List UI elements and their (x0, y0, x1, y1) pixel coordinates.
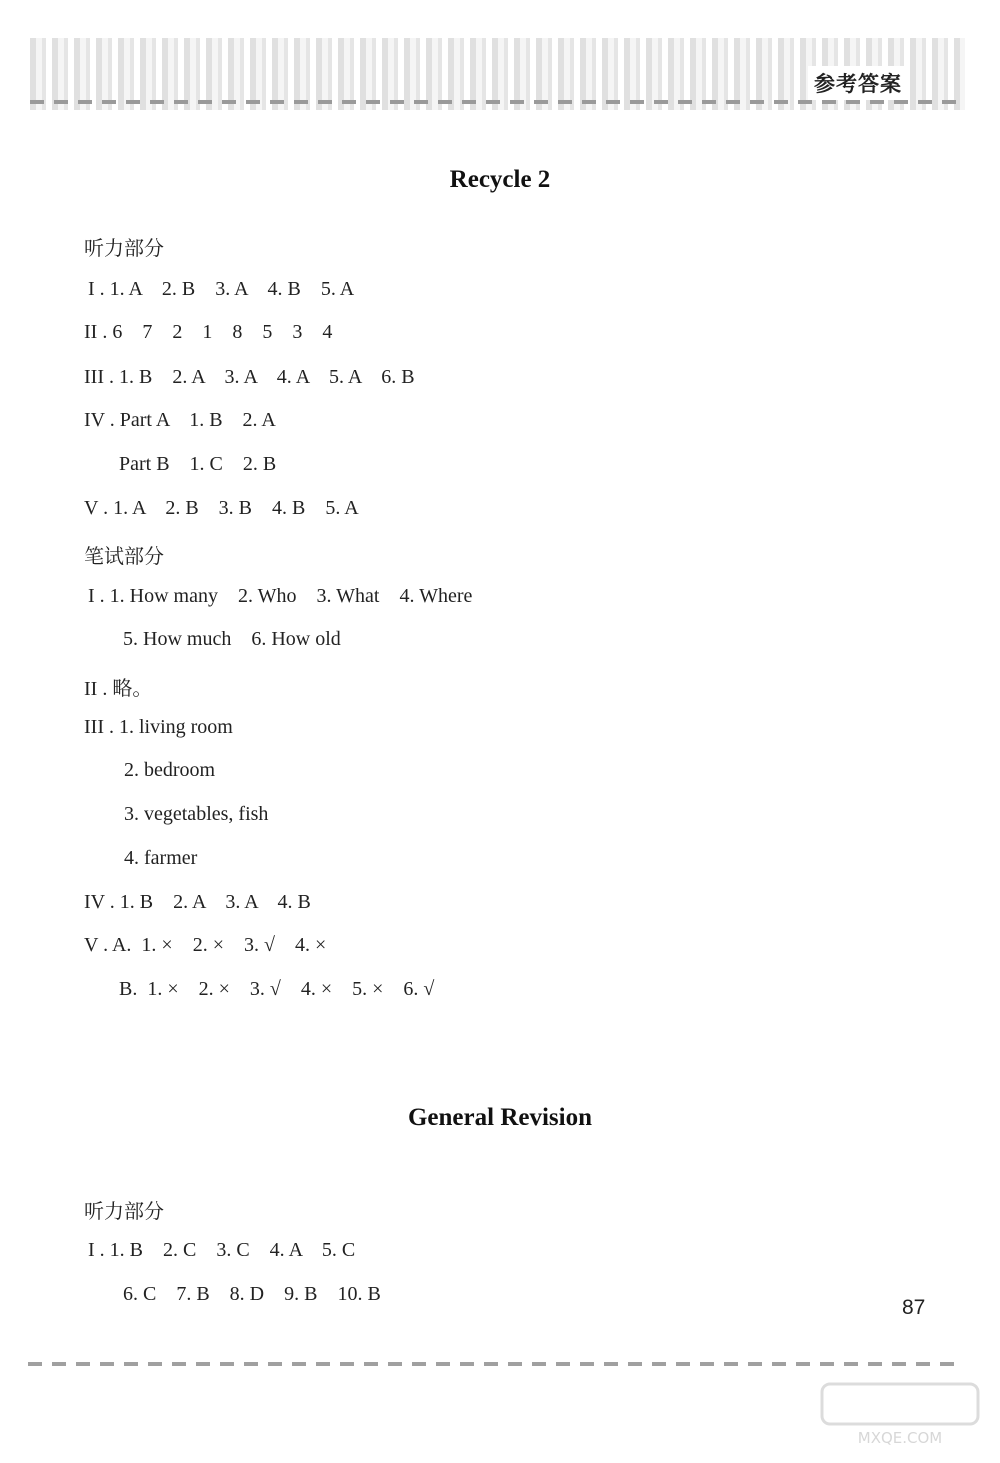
listening-heading: 听力部分 (84, 1199, 164, 1223)
answer-line: I . 1. B 2. C 3. C 4. A 5. C (88, 1239, 356, 1261)
answer-line: III . 1. living room (84, 716, 233, 738)
answer-line: V . A. 1. × 2. × 3. √ 4. × (84, 934, 327, 956)
answer-line: 6. C 7. B 8. D 9. B 10. B (88, 1283, 381, 1305)
page-number: 87 (902, 1296, 926, 1319)
answer-line: Part B 1. C 2. B (84, 453, 277, 475)
answer-line: 4. farmer (84, 847, 198, 869)
answer-line: I . 1. How many 2. Who 3. What 4. Where (88, 585, 473, 607)
answer-line: II . 略。 (84, 678, 153, 700)
answer-line: I . 1. A 2. B 3. A 4. B 5. A (88, 278, 355, 300)
section-title-general-revision: General Revision (407, 1104, 592, 1131)
header-divider (30, 100, 965, 104)
answer-line: IV . 1. B 2. A 3. A 4. B (84, 891, 311, 913)
header-tag: 参考答案 (808, 66, 908, 100)
answer-line: 2. bedroom (84, 759, 216, 781)
answer-line: 5. How much 6. How old (88, 628, 341, 650)
answer-line: 3. vegetables, fish (84, 803, 269, 825)
section-title-recycle-2: Recycle 2 (449, 166, 551, 193)
listening-heading: 听力部分 (84, 236, 164, 260)
watermark-logo (820, 1380, 980, 1450)
svg-text:MXQE.COM: MXQE.COM (857, 1429, 943, 1447)
answer-line: III . 1. B 2. A 3. A 4. A 5. A 6. B (84, 366, 415, 388)
answer-line: II . 6 7 2 1 8 5 3 4 (84, 321, 333, 343)
footer-divider (28, 1362, 958, 1366)
answer-line: B. 1. × 2. × 3. √ 4. × 5. × 6. √ (84, 978, 435, 1000)
answer-line: V . 1. A 2. B 3. B 4. B 5. A (84, 497, 359, 519)
answer-line: IV . Part A 1. B 2. A (84, 409, 276, 431)
writing-heading: 笔试部分 (84, 544, 164, 568)
